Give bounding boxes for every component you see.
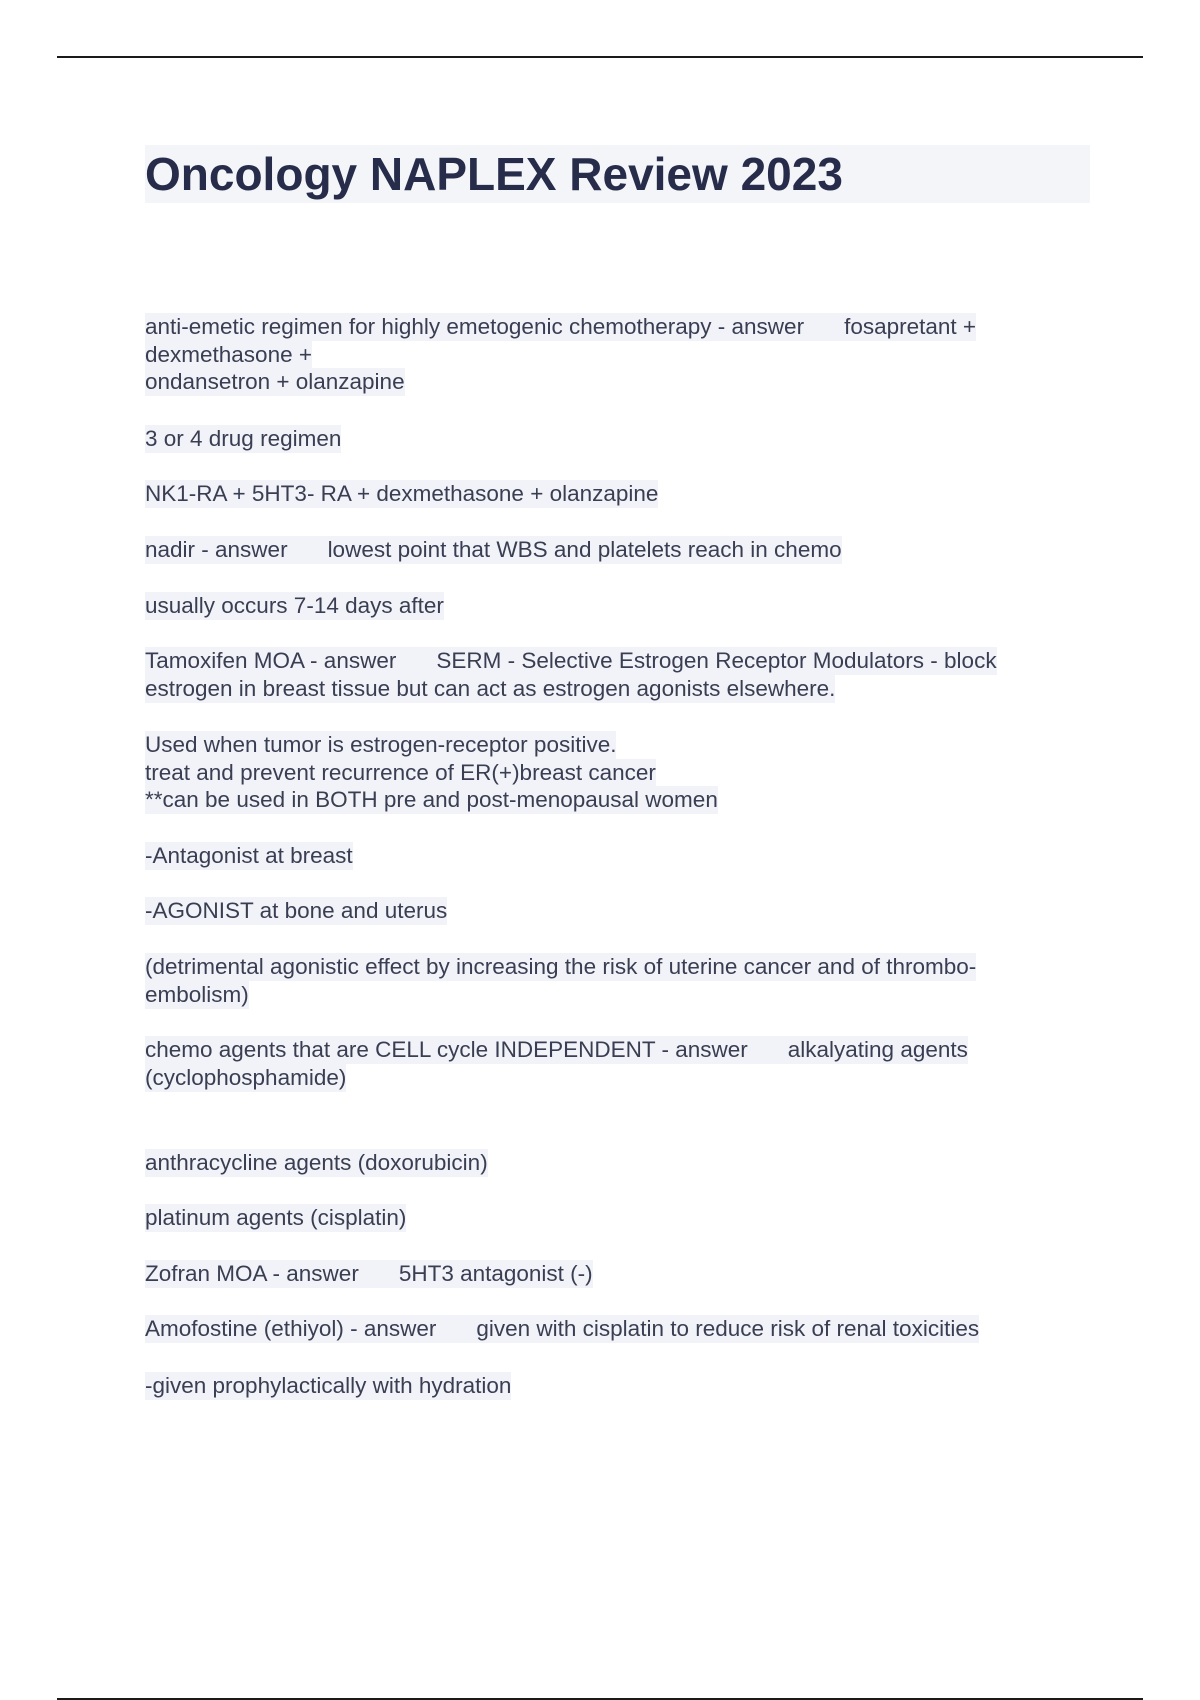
question-text: chemo agents that are CELL cycle INDEPENDENT - answer [145, 1037, 748, 1062]
flashcard-nadir [145, 536, 842, 564]
top-rule [57, 56, 1143, 58]
answer-text: alkalyating agents [787, 1037, 968, 1062]
flashcard-zofran [145, 1260, 593, 1288]
answer-text-line2: estrogen in breast tissue but can act as estrogen agonists elsewhere. [145, 675, 836, 701]
note-paragraph [145, 731, 718, 814]
note-line: (detrimental agonistic effect by increasing the risk of uterine cancer and of thrombo- [145, 954, 977, 979]
flashcard-antiemetic [145, 313, 976, 396]
question-text: Zofran MOA - answer [145, 1261, 359, 1286]
note-paragraph [145, 480, 658, 508]
answer-text: given with cisplatin to reduce risk of renal toxicities [476, 1316, 980, 1341]
note-line: **can be used in BOTH pre and post-menopausal women [145, 787, 718, 812]
question-text: Tamoxifen MOA - answer [145, 648, 397, 673]
question-text: Amofostine (ethiyol) - answer [145, 1316, 437, 1341]
answer-text: SERM - Selective Estrogen Receptor Modulators - block [436, 648, 997, 673]
answer-text: fosapretant + [844, 314, 977, 339]
note-text: -given prophylactically with hydration [145, 1373, 512, 1398]
note-paragraph [145, 842, 353, 870]
note-text: anthracycline agents (doxorubicin) [145, 1150, 488, 1175]
question-text: nadir - answer [145, 537, 288, 562]
answer-text-line2: dexmethasone + [145, 341, 312, 367]
answer-text-line2: (cyclophosphamide) [145, 1064, 347, 1090]
note-text: NK1-RA + 5HT3- RA + dexmethasone + olanzapine [145, 481, 659, 506]
note-text: usually occurs 7-14 days after [145, 593, 444, 618]
note-paragraph [145, 1372, 511, 1400]
note-line: treat and prevent recurrence of ER(+)breast cancer [145, 759, 656, 785]
note-paragraph [145, 592, 444, 620]
answer-text: 5HT3 antagonist (-) [398, 1261, 593, 1286]
page-title: Oncology NAPLEX Review 2023 [145, 148, 843, 200]
note-text: -AGONIST at bone and uterus [145, 898, 448, 923]
answer-text-line3: ondansetron + olanzapine [145, 369, 405, 394]
answer-text: lowest point that WBS and platelets reach in chemo [327, 537, 842, 562]
flashcard-cell-cycle [145, 1036, 968, 1091]
note-text: platinum agents (cisplatin) [145, 1205, 407, 1230]
note-text: 3 or 4 drug regimen [145, 426, 342, 451]
note-paragraph [145, 953, 976, 1008]
note-line: Used when tumor is estrogen-receptor positive. [145, 732, 617, 757]
note-text: -Antagonist at breast [145, 843, 353, 868]
question-text: anti-emetic regimen for highly emetogenic chemotherapy - answer [145, 314, 805, 339]
note-paragraph [145, 1149, 488, 1177]
flashcard-tamoxifen [145, 647, 997, 702]
note-paragraph [145, 425, 341, 453]
note-paragraph [145, 1204, 406, 1232]
flashcard-amifostine [145, 1315, 979, 1343]
note-paragraph [145, 897, 447, 925]
note-line: embolism) [145, 981, 249, 1007]
